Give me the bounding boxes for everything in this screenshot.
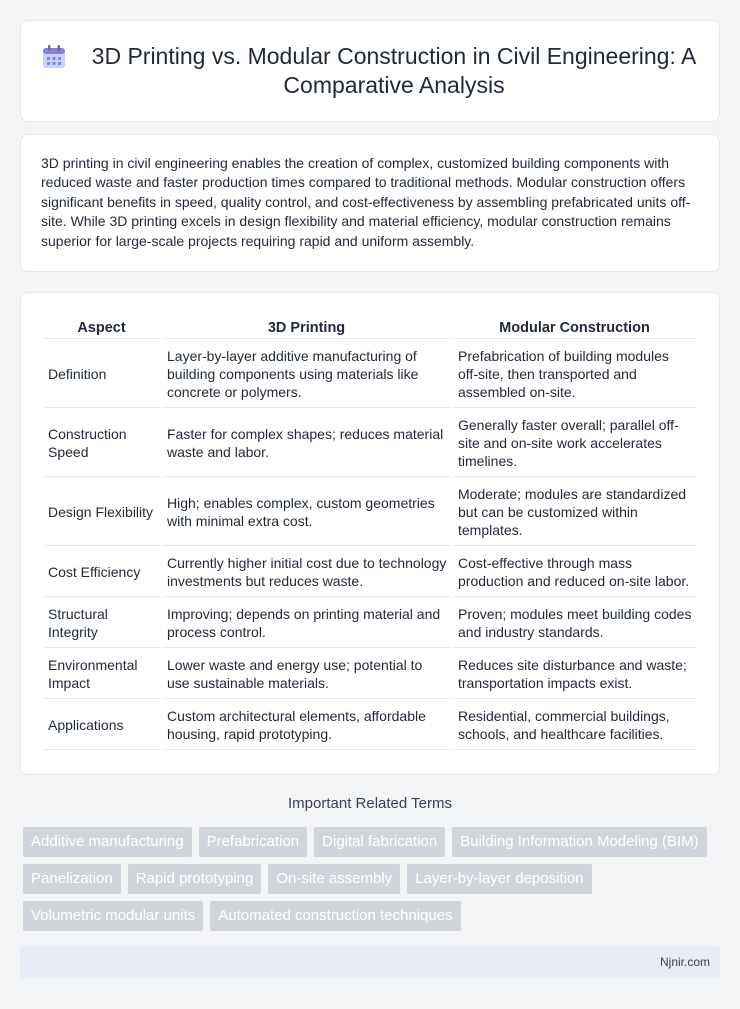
header-card xyxy=(20,20,720,122)
cell-3d-printing: Improving; depends on printing material and process control. xyxy=(162,599,451,648)
table-header-row xyxy=(43,315,696,339)
table-row xyxy=(43,599,696,648)
cell-aspect: Environmental Impact xyxy=(43,650,160,699)
term-tag[interactable]: Volumetric modular units xyxy=(23,901,203,931)
table-row xyxy=(43,479,696,546)
cell-3d-printing: Currently higher initial cost due to technology investments but reduces waste. xyxy=(162,548,451,597)
cell-3d-printing: Lower waste and energy use; potential to use sustainable materials. xyxy=(162,650,451,699)
cell-modular: Prefabrication of building modules off-site, then transported and assembled on-site. xyxy=(453,341,696,408)
table-row xyxy=(43,548,696,597)
cell-aspect: Construction Speed xyxy=(43,410,160,477)
related-terms-list xyxy=(23,827,723,931)
term-tag[interactable]: On-site assembly xyxy=(268,864,400,894)
table-row xyxy=(43,410,696,477)
cell-aspect: Applications xyxy=(43,701,160,750)
cell-modular: Generally faster overall; parallel off-site and on-site work accelerates timelines. xyxy=(453,410,696,477)
cell-aspect: Design Flexibility xyxy=(43,479,160,546)
cell-3d-printing: High; enables complex, custom geometries with minimal extra cost. xyxy=(162,479,451,546)
cell-modular: Proven; modules meet building codes and industry standards. xyxy=(453,599,696,648)
cell-3d-printing: Faster for complex shapes; reduces material waste and labor. xyxy=(162,410,451,477)
cell-aspect: Cost Efficiency xyxy=(43,548,160,597)
cell-3d-printing: Layer-by-layer additive manufacturing of building components using materials like concrete or polymers. xyxy=(162,341,451,408)
header-modular: Modular Construction xyxy=(453,315,696,339)
term-tag[interactable]: Automated construction techniques xyxy=(210,901,460,931)
page-title: 3D Printing vs. Modular Construction in Civil Engineering: A Comparative Analysis xyxy=(91,43,697,98)
cell-aspect: Structural Integrity xyxy=(43,599,160,648)
cell-aspect: Definition xyxy=(43,341,160,408)
calendar-icon xyxy=(41,44,67,70)
term-tag[interactable]: Additive manufacturing xyxy=(23,827,192,857)
table-row xyxy=(43,650,696,699)
related-terms-title: Important Related Terms xyxy=(288,795,452,812)
table-row xyxy=(43,341,696,408)
cell-modular: Residential, commercial buildings, schools, and healthcare facilities. xyxy=(453,701,696,750)
term-tag[interactable]: Building Information Modeling (BIM) xyxy=(452,827,706,857)
term-tag[interactable]: Prefabrication xyxy=(199,827,308,857)
comparison-table-card xyxy=(20,292,720,775)
comparison-table xyxy=(41,313,698,752)
table-row xyxy=(43,701,696,750)
footer-site-link[interactable]: Njnir.com xyxy=(659,955,710,969)
cell-modular: Cost-effective through mass production and reduced on-site labor. xyxy=(453,548,696,597)
term-tag[interactable]: Rapid prototyping xyxy=(128,864,262,894)
cell-modular: Reduces site disturbance and waste; transportation impacts exist. xyxy=(453,650,696,699)
term-tag[interactable]: Digital fabrication xyxy=(314,827,445,857)
intro-text: 3D printing in civil engineering enables the creation of complex, customized building components with reduced waste and faster production times compared to traditional methods. Modular construction offers significant benefits in speed, quality control, and cost-effectiveness by assembling prefabricated units off-site. While 3D printing excels in design flexibility and material efficiency, modular construction remains superior for large-scale projects requiring rapid and uniform assembly. xyxy=(41,155,691,249)
intro-card xyxy=(20,134,720,272)
header-aspect: Aspect xyxy=(43,315,160,339)
term-tag[interactable]: Panelization xyxy=(23,864,121,894)
cell-modular: Moderate; modules are standardized but can be customized within templates. xyxy=(453,479,696,546)
header-3d-printing: 3D Printing xyxy=(162,315,451,339)
footer xyxy=(20,946,720,978)
cell-3d-printing: Custom architectural elements, affordable housing, rapid prototyping. xyxy=(162,701,451,750)
term-tag[interactable]: Layer-by-layer deposition xyxy=(407,864,591,894)
